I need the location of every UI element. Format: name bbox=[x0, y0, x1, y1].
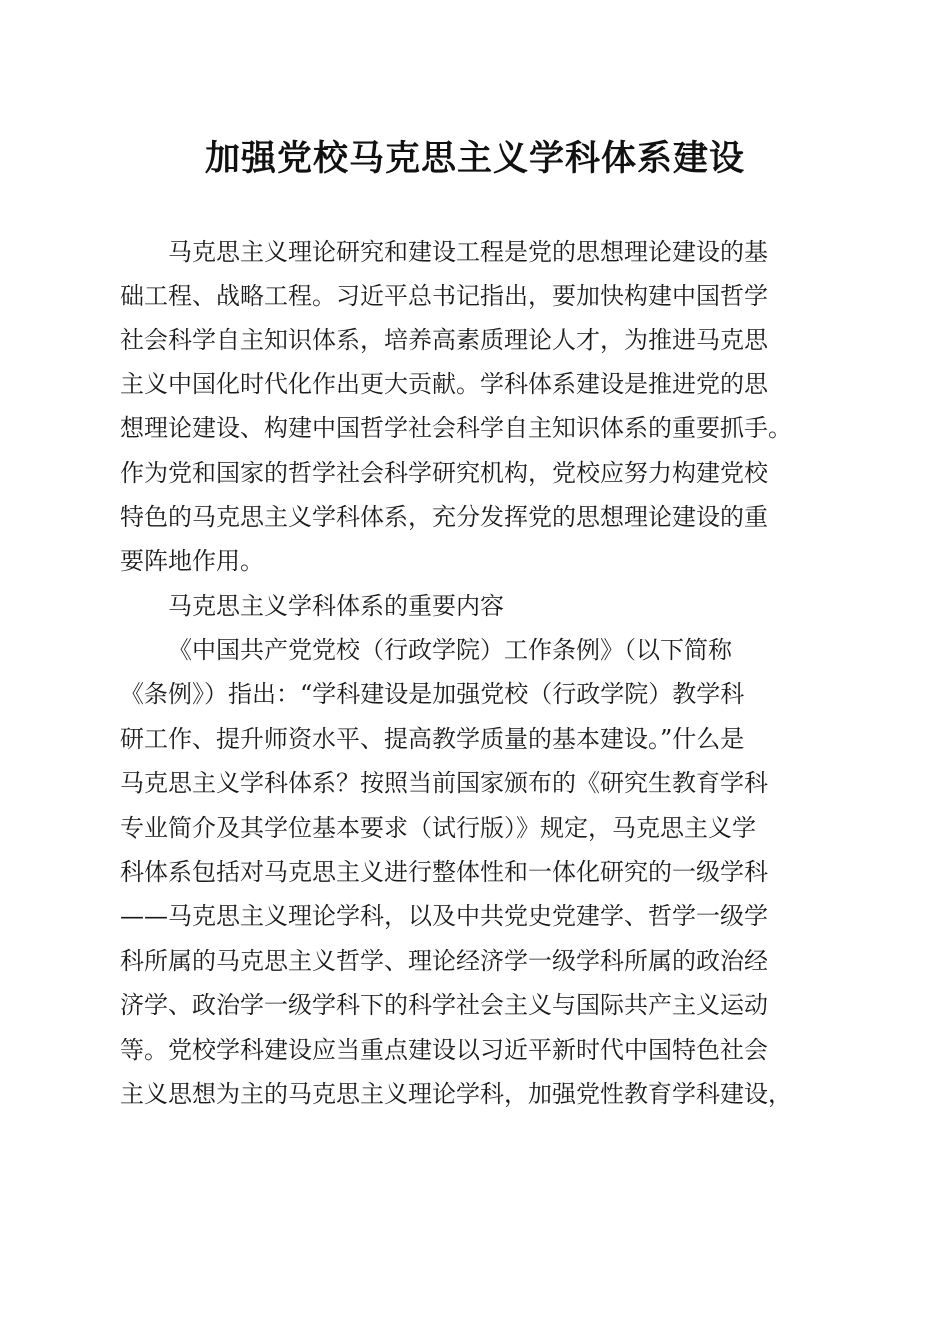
paragraph-line: 济学、政治学一级学科下的科学社会主义与国际共产主义运动 bbox=[120, 991, 768, 1019]
paragraph-line: 要阵地作用。 bbox=[120, 547, 264, 575]
paragraph-line: 研工作、提升师资水平、提高教学质量的基本建设。”什么是 bbox=[120, 725, 745, 753]
paragraph-line: ——马克思主义理论学科，以及中共党史党建学、哲学一级学 bbox=[120, 902, 768, 930]
paragraph-line: 《中国共产党党校（行政学院）工作条例》（以下简称 bbox=[168, 636, 732, 664]
paragraph-line: 作为党和国家的哲学社会科学研究机构，党校应努力构建党校 bbox=[120, 459, 768, 487]
document-title: 加强党校马克思主义学科体系建设 bbox=[204, 138, 745, 179]
paragraph-line: 《条例》）指出：“学科建设是加强党校（行政学院）教学科 bbox=[120, 680, 745, 708]
paragraph-line: 想理论建设、构建中国哲学社会科学自主知识体系的重要抓手。 bbox=[120, 414, 792, 442]
paragraph-line: 科体系包括对马克思主义进行整体性和一体化研究的一级学科 bbox=[120, 858, 768, 886]
paragraph-line: 社会科学自主知识体系，培养高素质理论人才，为推进马克思 bbox=[120, 326, 768, 354]
paragraph-line: 特色的马克思主义学科体系，充分发挥党的思想理论建设的重 bbox=[120, 503, 768, 531]
paragraph-line: 专业简介及其学位基本要求（试行版）》规定，马克思主义学 bbox=[120, 814, 756, 842]
paragraph-line: 马克思主义理论研究和建设工程是党的思想理论建设的基 bbox=[168, 238, 768, 266]
paragraph-line: 马克思主义学科体系？按照当前国家颁布的《研究生教育学科 bbox=[120, 769, 768, 797]
paragraph-line: 科所属的马克思主义哲学、理论经济学一级学科所属的政治经 bbox=[120, 947, 768, 975]
paragraph-line: 主义思想为主的马克思主义理论学科，加强党性教育学科建设， bbox=[120, 1080, 792, 1108]
paragraph-line: 主义中国化时代化作出更大贡献。学科体系建设是推进党的思 bbox=[120, 370, 768, 398]
paragraph-line: 础工程、战略工程。习近平总书记指出，要加快构建中国哲学 bbox=[120, 282, 768, 310]
section-heading: 马克思主义学科体系的重要内容 bbox=[168, 592, 504, 620]
paragraph-line: 等。党校学科建设应当重点建设以习近平新时代中国特色社会 bbox=[120, 1036, 768, 1064]
